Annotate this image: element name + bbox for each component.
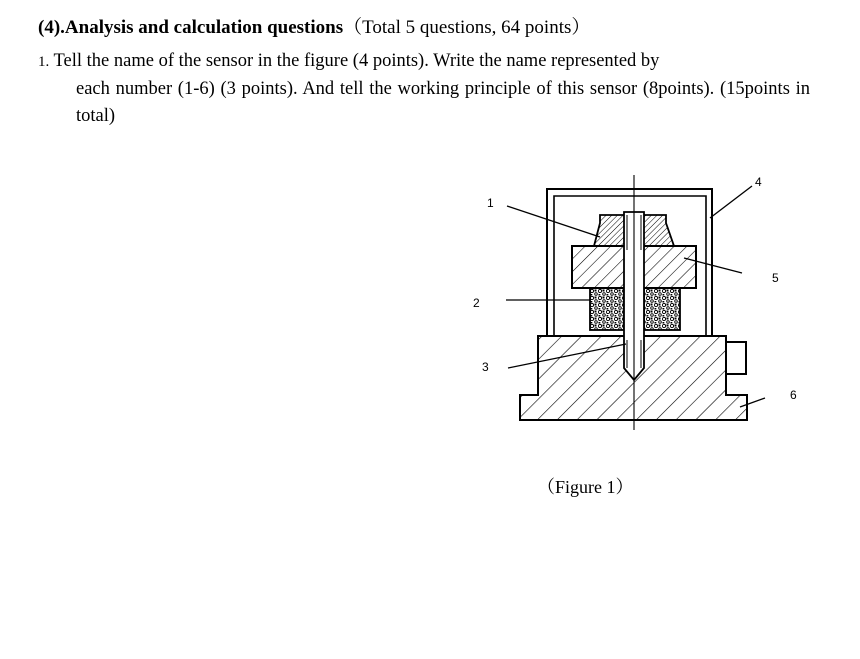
label-3: 3 xyxy=(482,360,489,374)
piezo-crystal-right xyxy=(644,288,680,330)
question-1-text-line1: Tell the name of the sensor in the figure (4 points). Write the name represented by xyxy=(53,51,660,71)
section-heading-title: (4).Analysis and calculation questions xyxy=(38,17,344,38)
figure-caption: （Figure 1） xyxy=(537,477,634,497)
question-number: 1. xyxy=(38,54,50,70)
question-1-line1 xyxy=(38,48,810,76)
question-1-text-rest: each number (1-6) (3 points). And tell the working principle of this sensor (8points). (15points in total) xyxy=(76,79,810,126)
section-heading xyxy=(38,12,590,39)
leader-line-4 xyxy=(710,186,752,218)
label-2: 2 xyxy=(473,296,480,310)
sensor-figure xyxy=(470,170,810,440)
label-1: 1 xyxy=(487,196,494,210)
label-6: 6 xyxy=(790,388,797,402)
piezo-crystal-left xyxy=(590,288,624,330)
label-4: 4 xyxy=(755,175,762,189)
label-5: 5 xyxy=(772,271,779,285)
connector-stub xyxy=(726,342,746,374)
section-heading-note: （Total 5 questions, 64 points） xyxy=(343,17,591,38)
question-1 xyxy=(38,48,810,130)
